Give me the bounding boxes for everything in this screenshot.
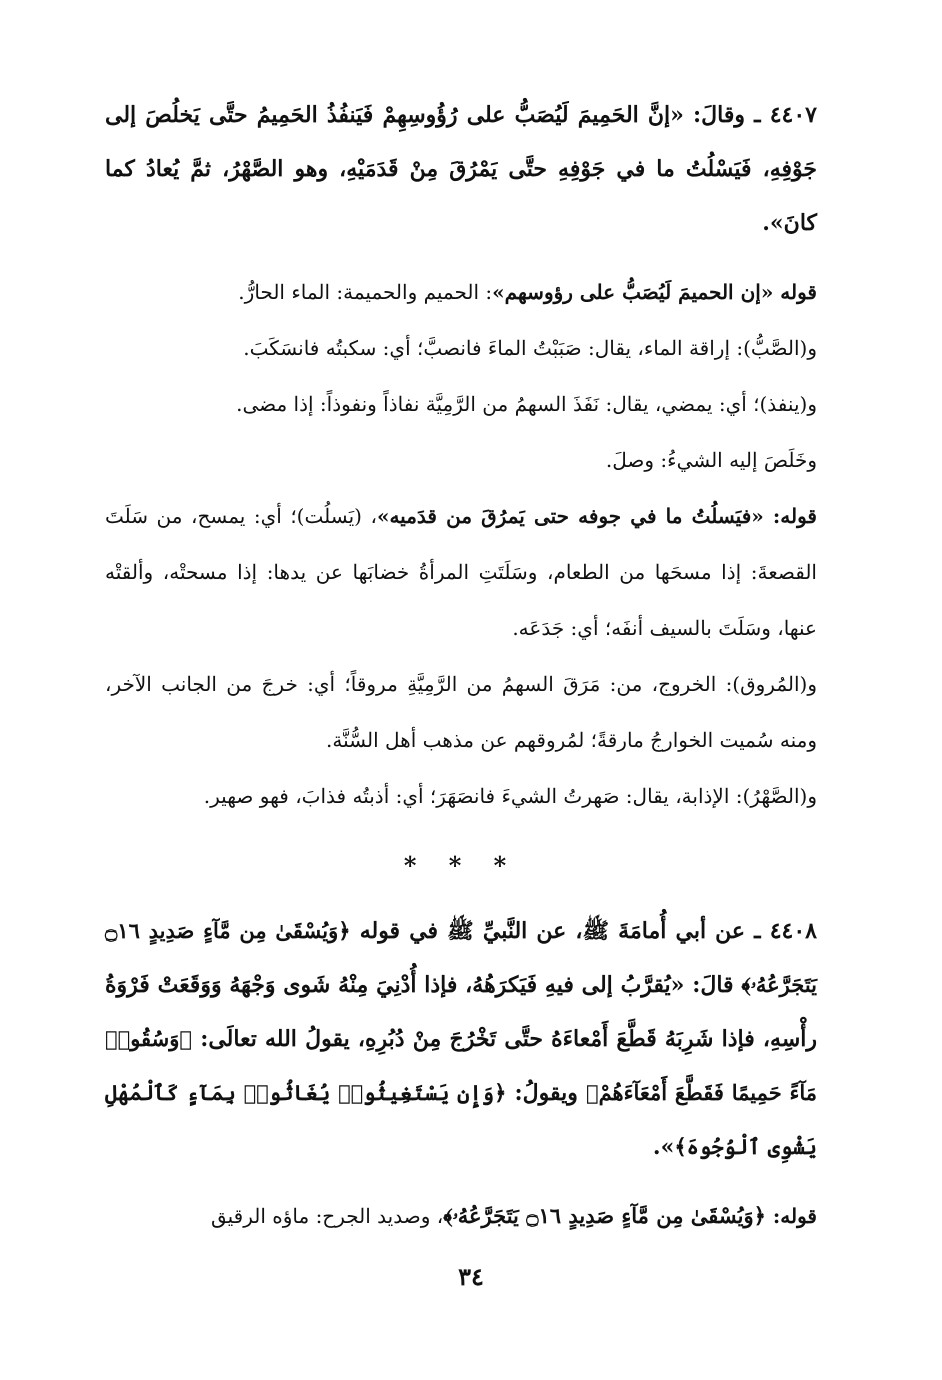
note-paragraph bbox=[105, 320, 817, 376]
note-text: و(ينفذ)؛ أي: يمضي، يقال: نَفَذَ السهمُ من الرَّمِيَّة نفاذاً ونفوذاً: إذا مضى. bbox=[236, 392, 817, 416]
quran-verse: ﴿وَسُقُوا۟ مَآءً حَمِيمًا فَقَطَّعَ أَمْعَآءَهُمْ﴾ bbox=[105, 1026, 817, 1105]
quran-verse: ﴿وَيُسْقَىٰ مِن مَّآءٍ صَدِيدٍ ۝١٦ يَتَجَرَّعُهُۥ﴾ bbox=[443, 1203, 766, 1228]
note-text: : الحميم والحميمة: الماء الحارُّ. bbox=[238, 280, 493, 304]
note-text: و(الصَّهْرُ): الإذابة، يقال: صَهرتُ الشيءَ فانصَهَرَ؛ أي: أذبتُه فذابَ، فهو صهير. bbox=[203, 784, 817, 808]
note-lead: قوله: «فيَسلُتُ ما في جوفه حتى يَمرُقَ من قدَميه» bbox=[376, 504, 817, 528]
note-paragraph bbox=[105, 376, 817, 432]
note-paragraph bbox=[105, 1188, 817, 1244]
note-paragraph bbox=[105, 768, 817, 824]
note-text: و(الصَّبُّ): إراقة الماء، يقال: صَبَبْتُ الماءَ فانصبَّ؛ أي: سكبتُه فانسَكَبَ. bbox=[243, 336, 817, 360]
section-divider: * * * bbox=[403, 851, 519, 880]
book-page bbox=[105, 88, 817, 1244]
note-text: وخَلَصَ إليه الشيءُ: وصلَ. bbox=[605, 448, 817, 472]
quran-verse: ﴿وَيُسْقَىٰ مِن مَّآءٍ صَدِيدٍ ۝١٦ يَتَجَرَّعُهُۥ﴾ bbox=[105, 918, 817, 997]
hadith-text: ٤٤٠٨ ـ عن أبي أُمامَةَ ﷺ، عن النَّبيِّ ﷺ في قوله bbox=[350, 918, 817, 944]
note-paragraph bbox=[105, 432, 817, 488]
note-text: و(المُروق): الخروج، من: مَرَقَ السهمُ من الرَّمِيَّةِ مروقاً؛ أي: خرجَ من الجانب الآخر، ومنه سُميت الخوارجُ مارقةً؛ لمُروقهم عن مذهب أهل السُّنَّة. bbox=[105, 672, 817, 752]
note-lead: قوله: bbox=[765, 1204, 817, 1228]
hadith-4407: ٤٤٠٧ ـ وقالَ: «إنَّ الحَمِيمَ لَيُصَبُّ على رُؤُوسِهِمْ فَيَنفُذُ الحَمِيمُ حتَّى يَخلُصَ إلى جَوْفِهِ، فَيَسْلُتُ ما في جَوْفِهِ حتَّى يَمْرُقَ مِنْ قَدَمَيْهِ، وهو الصَّهْرُ، ثمَّ يُعادُ كما كانَ». bbox=[105, 102, 817, 236]
hadith-text: ويقولُ: bbox=[506, 1080, 586, 1106]
quran-verse: ﴿وَإِن يَسْتَغِيثُوا۟ يُغَاثُوا۟ بِمَآءٍ كَٱلْمُهْلِ يَشْوِى ٱلْوُجُوهَ﴾ bbox=[105, 1080, 817, 1159]
note-paragraph bbox=[105, 488, 817, 656]
hadith-4408 bbox=[105, 904, 817, 1174]
note-text: ، (يَسلُت)؛ أي: يمسح، من سَلَتَ القصعةَ: إذا مسحَها من الطعام، وسَلَتَتِ المرأةُ خضابَها عن يدها: إذا مسحتْه، وألقتْه عنها، وسَلَتَ بالسيف أنفَه؛ أي: جَدَعَه. bbox=[105, 504, 817, 640]
hadith-text: قالَ: «يُقرَّبُ إلى فيهِ فَيَكرَهُهُ، فإذا أُدْنِيَ مِنْهُ شَوى وَجْهَهُ وَوَقَعَتْ فَرْوَةُ رأْسِهِ، فإذا شَرِبَهُ قَطَّعَ أَمْعاءَهُ حتَّى تَخْرُجَ مِنْ دُبُرِهِ، يقولُ الله تعالَى: bbox=[105, 972, 817, 1052]
note-paragraph bbox=[105, 656, 817, 768]
page-number: ٣٤ bbox=[458, 1262, 484, 1291]
note-paragraph bbox=[105, 264, 817, 320]
note-lead: قوله «إن الحميمَ لَيُصَبُّ على رؤوسهم» bbox=[492, 280, 817, 304]
hadith-text: ». bbox=[652, 1134, 675, 1160]
note-text: ، وصديد الجرح: ماؤه الرقيق bbox=[210, 1204, 444, 1228]
